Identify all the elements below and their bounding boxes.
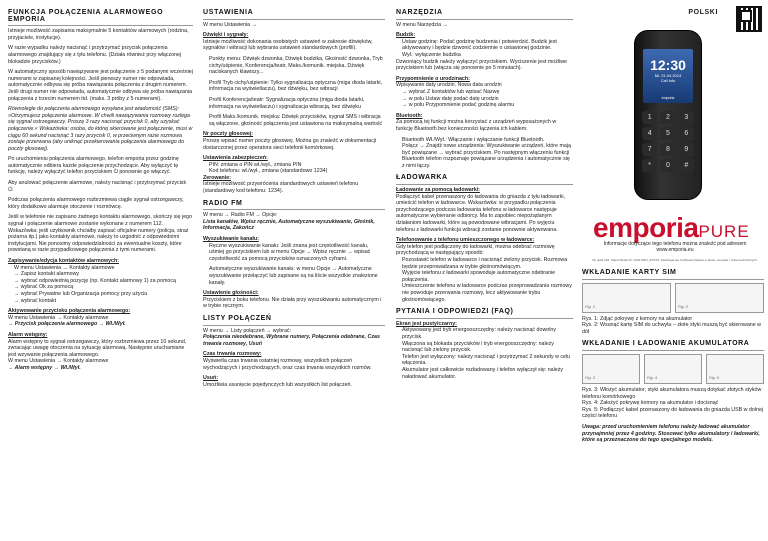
- bluetooth-bullet: Bluetooth Wł./Wył.: Włączanie i wyłączanie funkcji Bluetooth.: [402, 136, 545, 143]
- birthday-text: Wpisywanie daty urodzin. Nowa data urodzin: [396, 82, 502, 89]
- call-lists-options: Połączenia nieodebrane, Wybrane numery, Połączenia odebrane, Czas trwania rozmowy, Usuń: [203, 334, 380, 347]
- keypad-key: 3: [679, 111, 694, 124]
- emergency-p7: Jeśli w telefonie nie zapisano żadnego kontaktu alarmowego, skończy się jego sygnał i połączenie alarmowe zostanie wykonane z numerem 112. Wskazówka: jeśli użytkownik chciałby zapisać oficjalne numery (policja, straż pożarna itp.) jako kontakty alarmowe, należy to uzgodnić z odpowiednimi instytucjami. Nie ponosimy odpowiedzialności za ewentualne koszty, które powstaną w razie przypadkowego połączenia z tymi numerami.: [8, 214, 193, 254]
- keypad-key: 0: [660, 159, 675, 172]
- legal-text: By ujaíli V22, Stand Model Nr. V222 PRO_XXXXX; Zastrzega się możliwość błędów w druku, pomyłek i zmian technicznych.: [592, 258, 758, 262]
- charger-bullet: Wyjęcie telefonu z ładowarki spowoduje automatyczne odebranie połączenia.: [402, 270, 556, 283]
- sim-title: WKŁADANIE KARTY SIM: [582, 270, 764, 280]
- phone-image: [634, 30, 702, 200]
- delete-title: Usuń:: [203, 375, 219, 382]
- pre-alarm-step: → Alarm wstępny → Wł./Wył.: [8, 364, 81, 371]
- emergency-p2: W automatyczny sposób nawiązywane jest połączenie z 5 podanymi wcześniej numerami w zapisanej kolejności. Jeśli pierwszy numer nie odpowiada, automatycznie odbywa się próba nawiązania połączenia z drugim numerem. Jeśli drugi numer nie odpowiada, automatycznie odbywa się próba nawiązania połączenia z trzecim numerem itd. (maks. 3 próby z 5 numerami).: [8, 69, 193, 102]
- battery-figures: [582, 354, 764, 384]
- charging-title: Ładowanie za pomocą ładowarki:: [396, 187, 480, 194]
- delete-text: Umożliwia usunięcie pojedynczych lub wszystkich list połączeń.: [203, 381, 352, 388]
- emergency-column: [8, 10, 193, 372]
- edit-step: → wybrać Prywatne lub Organizacja pomocy przy użyciu: [14, 290, 148, 297]
- charger-title: ŁADOWARKA: [396, 175, 573, 185]
- brand-name: emporia: [593, 212, 699, 243]
- tools-menu: W menu Narzędzia →: [396, 21, 448, 28]
- qr-code-icon: [736, 6, 762, 32]
- screen-time: 12:30: [650, 57, 686, 73]
- activate-step: → Przycisk połączenia alarmowego → Wł./Wył.: [8, 321, 126, 328]
- call-duration-text: Wyświetla czas trwania ostatniej rozmowy, wszystkich połączeń wychodzących i przychodzących, oraz czas trwania wszystkich rozmów.: [203, 357, 372, 371]
- sounds-bullet: Punkty menu: Dźwięk dzwonka, Dźwięk budzika, Głośność dzwonka, Tryb cichy/uśpienie, Konferencja/teatr, Maks./komunik. miejska, Dźwięk naciskanych klawiszy...: [209, 55, 383, 76]
- sim-section: [582, 270, 764, 448]
- settings-column: [203, 10, 385, 392]
- bluetooth-bullet: Połącz → Znajdź nowe urządzenia: Wyszukiwanie urządzeń, które mają być powiązane → wybrać przyciskiem. Po następnym włączeniu funkcji Bluetooth telefon rozpoznaje powiązane urządzenia i automatycznie się z nimi łączy.: [402, 143, 571, 169]
- battery-step-5: Rys. 5: Podłączyć kabel przenaszony do ładowania do gniazda USB w dolnej części telefonu: [582, 406, 764, 420]
- keypad-key: 2: [660, 111, 675, 124]
- info-text: Informacje dotyczące tego telefonu można znaleźć pod adresem www.emporia.eu: [603, 241, 747, 253]
- keypad-key: *: [642, 159, 657, 172]
- keypad-key: 1: [642, 111, 657, 124]
- voicemail-text: Proszę wpisać numer poczty głosowej. Można go znaleźć w dokumentacji dostarczonej przez operatora sieci telefonii komórkowej.: [203, 137, 377, 151]
- keypad-key: #: [679, 159, 694, 172]
- tools-column: [396, 10, 573, 380]
- phone-screen: [643, 49, 693, 103]
- emergency-intro: Istnieje możliwość zapisania maksymalnie 5 kontaktów alarmowych (rodzina, przyjaciele, instytucje).: [8, 28, 189, 41]
- sounds-text: Istnieje możliwość dokonania osobistych ustawień w zakresie dźwięków, sygnałów i wibracji lub wybrania ustawień standardowych (profili).: [203, 38, 373, 52]
- alarm-bullet: Dzwoniący budzik należy wyłączyć przyciskiem. Wyciszenie jest możliwe przyciskiem lub (włącza się ponownie po 5 minutach).: [396, 58, 567, 72]
- call-lists-menu: W menu → Listy połączeń → wybrać:: [203, 327, 292, 334]
- edit-contacts-steps: [8, 265, 193, 305]
- phone-keypad: [642, 111, 694, 172]
- keypad-key: 8: [660, 143, 675, 156]
- edit-step: → wybrać kontakt: [14, 297, 57, 304]
- sim-step-2: Rys. 2: Wsunąć kartę SIM do uchwytu – złote styki muszą być skierowane w dół: [582, 322, 761, 335]
- battery-step-3: Rys. 3: Włożyć akumulator; styki akumulatora muszą dotykać złotych styków telefonu komórkowego: [582, 386, 762, 400]
- settings-title: USTAWIENIA: [203, 10, 385, 20]
- radio-title: RADIO FM: [203, 201, 385, 211]
- language-label: POLSKI: [688, 9, 718, 16]
- sounds-title: Dźwięki i sygnały:: [203, 32, 249, 39]
- figure-label: Fig. 4: [647, 375, 658, 381]
- birthday-step: → wybrać Z kontaktów lub wpisać Nazwę: [402, 88, 500, 95]
- edit-step: W menu Ustawienia → Kontakty alarmowe: [14, 264, 115, 271]
- phone-in-charger-title: Telefonowanie z telefonu umieszczonego w ładowarce:: [396, 237, 535, 244]
- figure-label: Fig. 5: [709, 375, 720, 381]
- figure-2: [675, 283, 764, 313]
- battery-note: Uwaga: przed uruchomieniem telefonu należy ładować akumulator przynajmniej przez 4 godziny. Stosować tylko akumulatory i ładowarki, które są przeznaczone do tego specjalnego modelu.: [582, 423, 760, 444]
- keypad-key: 6: [679, 127, 694, 140]
- volume-title: Ustawienie głośności:: [203, 290, 259, 297]
- alarm-bullet: Wył.: wyłączenie budzika: [402, 51, 461, 58]
- phone-in-charger-text: Gdy telefon jest podłączony do ładowarki, można odebrać rozmowę przychodzącą w następujący sposób:: [396, 243, 555, 257]
- sim-step-1: Rys. 1: Zdjąć pokrywę z komory na akumulator: [582, 315, 693, 322]
- call-duration-title: Czas trwania rozmowy:: [203, 351, 262, 358]
- auto-search: Automatyczne wyszukiwanie kanału: w menu Opcje → Automatyczne wyszukiwanie przełączyć lub zapisane są na liście wszystkie znalezione kanały.: [209, 266, 378, 286]
- reset-text: Istnieje możliwość przywrócenia standardowych ustawień telefonu (standardowy kod telefonu: 1234).: [203, 181, 359, 195]
- voicemail-title: Nr poczty głosowej:: [203, 131, 254, 138]
- birthday-step: → w polu Ustaw datę podać datę urodzin: [402, 95, 499, 102]
- keypad-key: 7: [642, 143, 657, 156]
- security-pin: PIN: zmiana o PIN wł./wył., zmiana PIN: [209, 161, 302, 168]
- birthday-step: → w polu Przypomnienie podać godzinę alarmu: [402, 102, 515, 109]
- reset-title: Zerowanie:: [203, 174, 231, 181]
- pre-alarm-step: W menu Ustawienia → Kontakty alarmowe: [8, 358, 109, 365]
- edit-step: → Zapisz kontakt alarmowy: [14, 271, 80, 278]
- bluetooth-title: Bluetooth:: [396, 112, 423, 119]
- emergency-title: FUNKCJA POŁĄCZENIA ALARMOWEGO EMPORIA: [8, 10, 193, 26]
- faq-bullet: Telefon jest wyłączony: należy nacisnąć i przytrzymać 2 sekundy w celu włączenia.: [402, 353, 571, 367]
- call-lists-title: LISTY POŁĄCZEŃ: [203, 316, 385, 326]
- faq-subtitle: Ekran jest pusty/czarny:: [396, 320, 457, 327]
- emergency-p6: Podczas połączenia alarmowego rozbrzmiewa ciągle sygnał ostrzegawczy, który dodatkowo alarmuje otoczenie i rozmówcę.: [8, 197, 184, 210]
- keypad-key: 9: [679, 143, 694, 156]
- emergency-p4: Po uruchomieniu połączenia alarmowego, telefon emporia przez godzinę automatycznie odbiera każde połączenie przychodzące. Aby wyłączyć tę funkcję, należy wyłączyć telefon przyciskiem ⏻ ponownie go włączyć.: [8, 156, 179, 176]
- security-title: Ustawienia zabezpieczeń:: [203, 155, 268, 162]
- alarm-clock-title: Budzik:: [396, 32, 416, 39]
- emergency-p1: W razie wypadku należy nacisnąć i przytrzymać przycisk połączenia alarmowego znajdujący się z tyłu telefonu. (Działa również przy włączonej blokadzie przycisków.): [8, 45, 182, 65]
- charger-bullet: Pozostawić telefon w ładowarce i nacisnąć zielony przycisk. Rozmowa będzie przeprowadzana w trybie głośnomówiącym.: [402, 257, 568, 270]
- edit-step: → wybrać Ok za pomocą: [14, 284, 74, 291]
- battery-step-4: Rys. 4: Założyć pokrywę komory na akumulator i docisnąć: [582, 400, 719, 407]
- activate-step: W menu Ustawienia → Kontakty alarmowe: [8, 314, 109, 321]
- sounds-bullet: Profil Tryb cichy/uśpienie: Tylko sygnalizacja optyczna (miga dioda latarki, informacja na wyświetlaczu), bez dźwięku, bez wibracji: [209, 79, 383, 93]
- pre-alarm-text: Alarm wstępny to sygnał ostrzegawczy, który rozbrzmiewa przez 10 sekund, zwracając uwagę otoczenia na sytuację alarmową. Następnie uruchamiane jest wzywanie połączenia alarmowego.: [8, 338, 187, 358]
- screen-date: Mi. 21.04.2014: [654, 73, 682, 78]
- radio-options: Lista kanałów, Wpisz ręcznie, Automatyczne wyszukiwanie, Głośnik, Informacja, Zakończ: [203, 218, 375, 232]
- alarm-bullet: Ustaw godzinę: Podać godzinę budzenia i potwierdzić. Budzik jest aktywowany i będzie dzwonić codziennie o ustawionej godzinie.: [402, 38, 557, 52]
- brand-logo: [593, 212, 750, 244]
- brand-model: PURE: [698, 222, 750, 241]
- sounds-bullet: Profil Konferencja/teatr: Sygnalizacja optyczna (miga dioda latarki, informacja na wyświetlaczu) i sygnalizacja wibracją, bez dźwięku: [209, 96, 365, 110]
- keypad-key: 5: [660, 127, 675, 140]
- screen-brand: emporia: [661, 96, 675, 100]
- faq-bullet: Akumulator jest całkowicie rozładowany i telefon wyłączył się: należy naładować akumulator.: [402, 366, 564, 380]
- channel-search-title: Wyszukiwanie kanału:: [203, 236, 259, 243]
- charger-bullet: Umieszczenie telefonu w ładowarce podczas przeprowadzania rozmowy nie powoduje przerwania rozmowy, lecz aktywowanie trybu głośnomówiącego.: [402, 283, 572, 303]
- emergency-p3: Równolegle do połączenia alarmowego wysyłana jest wiadomość (SMS): »Otrzymujesz połączenie alarmowe. W chwili nawiązywania rozmowy rozlega się sygnał ostrzegawczy. Proszę 3 razy nacisnąć przycisk 0, aby uzyskać połączenie.« Wskazówka: osoba, do której skierowane jest połączenie, musi w ciągu 60 sekund nacisnąć 3 razy przycisk 0, w przeciwnym razie rozmowa zostaje przerwana (aby uniknąć przekierowania połączenia alarmowego do poczty głosowej).: [8, 106, 193, 152]
- figure-4: [644, 354, 702, 384]
- figure-label: Fig. 1: [585, 304, 596, 309]
- edit-contacts-title: Zapisywanie/edycja kontaktów alarmowych:: [8, 258, 119, 264]
- faq-bullet: Włączona są blokada przycisków i tryb energooszczędny: należy nacisnąć lub zielony przycisk.: [402, 340, 554, 354]
- security-code: Kod telefonu: wł./wył., zmiana (standardowo 1234): [209, 168, 328, 175]
- birthday-title: Przypomnienie o urodzinach:: [396, 75, 470, 82]
- manual-search: Ręczne wyszukiwanie kanału: Jeśli znana jest częstotliwość kanału, uśmiej go przyciskiem lub w menu Opcje → Wpisz ręcznie → wpisać częstotliwość za pomocą przycisków oznaczonych cyframi.: [209, 242, 371, 262]
- charging-text: Podłączyć kabel przenaszony do ładowania do gniazda z tyłu ładowarki, umieścić telefon w ładowarce. Wskazówka: w przypadku połączenia przychodzącego podczas ładowania telefonu w ładowarce następuje automatyczne wybieranie odbiorcy. Ma to zapobiec niepożądanym działaniom ładowarki, które są powodowane wibracjami. Po wyjęciu telefonu z ładowarki funkcja wibracji zostanie ponownie aktywowana.: [396, 193, 566, 233]
- bluetooth-text: Za pomocą tej funkcji można korzystać z urządzeń wyposażonych w funkcję Bluetooth bez konieczności łączenia ich kablem.: [396, 119, 557, 132]
- battery-title: WKŁADANIE I ŁADOWANIE AKUMULATORA: [582, 341, 764, 351]
- screen-call-info: Call info: [660, 78, 676, 83]
- sim-figures: [582, 283, 764, 313]
- figure-label: Fig. 3: [585, 375, 596, 381]
- emergency-p5: Aby anulować połączenie alarmowe, należy nacisnąć i przytrzymać przycisk ⏻.: [8, 180, 187, 193]
- figure-label: Fig. 2: [678, 304, 689, 309]
- activate-button-title: Aktywowanie przycisku połączenia alarmowego:: [8, 308, 131, 315]
- faq-title: PYTANIA I ODPOWIEDZI (FAQ): [396, 309, 573, 319]
- figure-1: [582, 283, 671, 313]
- figure-3: [582, 354, 640, 384]
- tools-title: NARZĘDZIA: [396, 10, 573, 20]
- edit-step: → wybrać odpowiednią pozycję (np. Kontakt alarmowy 1) za pomocą: [14, 277, 176, 284]
- volume-text: Przyciskiem z boku telefonu. Nie działa przy wyszukiwaniu automatycznym i w trybie ręcznym.: [203, 296, 382, 310]
- pre-alarm-title: Alarm wstępny:: [8, 331, 48, 338]
- sounds-bullet: Profil Maks./komunik. miejska: Dźwięk przycisków, sygnał SMS i wibracja są włączone, głośność połączenia jest ustawiona na maksymalną wartość: [209, 114, 383, 127]
- settings-menu: W menu Ustawienia →: [203, 21, 257, 28]
- keypad-key: 4: [642, 127, 657, 140]
- radio-menu: W menu → Radio FM → Opcje:: [203, 212, 278, 219]
- faq-bullet: Aktywowany jest tryb energooszczędny: należy nacisnąć dowolny przycisk.: [402, 327, 556, 340]
- figure-5: [706, 354, 764, 384]
